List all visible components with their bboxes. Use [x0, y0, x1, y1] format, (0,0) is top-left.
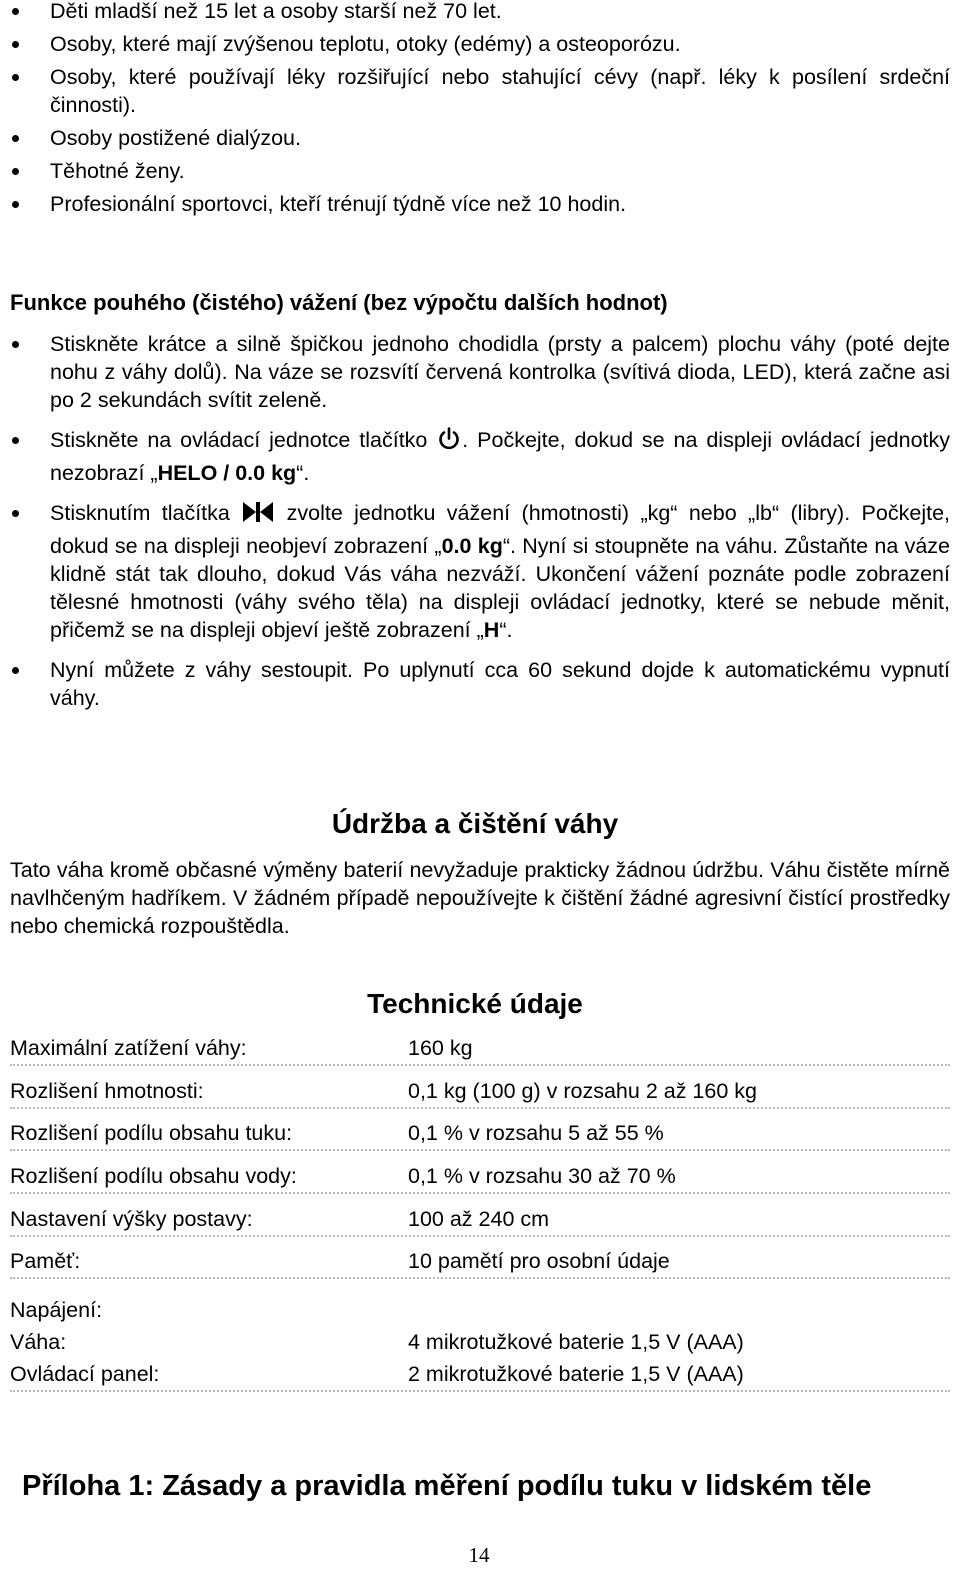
power-icon [436, 426, 462, 459]
spec-row [10, 1207, 950, 1237]
list-item: Profesionální sportovci, kteří trénují týdně více než 10 hodin. [0, 190, 950, 218]
spec-row [10, 1249, 950, 1279]
power-spec [10, 1294, 950, 1392]
spec-value: 4 mikrotužkové baterie 1,5 V (AAA) [408, 1330, 744, 1354]
spec-label: Ovládací panel: [10, 1362, 160, 1386]
step-text: Stiskněte na ovládací jednotce tlačítko [50, 428, 437, 452]
weighing-heading: Funkce pouhého (čistého) vážení (bez výpočtu dalších hodnot) [10, 290, 668, 315]
step-text: zvolte jednotku vážení (hmotnosti) „kg“ nebo „lb“ (libry). Počkejte, dokud se na displeji neobjeví zobrazení „ [50, 501, 950, 558]
list-item: Osoby, které mají zvýšenou teplotu, otoky (edémy) a osteoporózu. [0, 30, 950, 58]
spec-label: Paměť: [10, 1249, 81, 1273]
appendix-heading: Příloha 1: Zásady a pravidla měření podílu tuku v lidském těle [22, 1470, 872, 1502]
spec-value: 10 pamětí pro osobní údaje [408, 1249, 670, 1273]
tech-specs-title: Technické údaje [367, 988, 583, 1019]
power-label-row [10, 1294, 950, 1326]
spec-value: 0,1 % v rozsahu 5 až 55 % [408, 1121, 664, 1145]
spec-label: Váha: [10, 1330, 67, 1354]
display-value: H [483, 618, 500, 642]
list-item: Děti mladší než 15 let a osoby starší než 70 let. [0, 0, 950, 25]
spec-label: Napájení: [10, 1298, 103, 1322]
spec-label: Rozlišení hmotnosti: [10, 1079, 204, 1103]
page-number: 14 [468, 1543, 490, 1567]
spec-row [10, 1164, 950, 1194]
exclusion-list [0, 0, 950, 223]
power-scale-row [10, 1326, 950, 1358]
spec-label: Maximální zatížení váhy: [10, 1036, 247, 1060]
spec-value: 160 kg [408, 1036, 473, 1060]
maintenance-text: Tato váha kromě občasné výměny baterií nevyžaduje prakticky žádnou údržbu. Váhu čistěte mírně navlhčeným hadříkem. V žádném případě nepoužívejte k čištění žádné agresivní čistící prostředky nebo chemická rozpouštědla. [10, 858, 950, 938]
power-panel-row [10, 1358, 950, 1392]
spec-value: 2 mikrotužkové baterie 1,5 V (AAA) [408, 1362, 744, 1386]
spec-row [10, 1079, 950, 1109]
spec-label: Rozlišení podílu obsahu tuku: [10, 1121, 293, 1145]
spec-label: Rozlišení podílu obsahu vody: [10, 1164, 297, 1188]
step-text: “. [499, 618, 513, 642]
unit-toggle-icon [241, 499, 275, 532]
display-value: 0.0 kg [441, 534, 503, 558]
display-value: HELO / 0.0 kg [157, 461, 297, 485]
list-item: Stiskněte krátce a silně špičkou jednoho chodidla (prsty a palcem) plochu váhy (poté dejte nohu z váhy dolů). Na váze se rozsvítí červená kontrolka (svítivá dioda, LED), která začne asi po 2 sekundách svítit zeleně. [0, 330, 950, 414]
step-text: “. Nyní si stoupněte na váhu. Zůstaňte na váze klidně stát tak dlouho, dokud Vás váha nezváží. Ukončení vážení poznáte podle zobrazení tělesné hmotnosti (váhy svého těla) na displeji ovládací jednotky, které se nebude měnit, přičemž se na displeji objeví ještě zobrazení „ [50, 534, 951, 642]
list-item: Nyní můžete z váhy sestoupit. Po uplynutí cca 60 sekund dojde k automatickému vypnutí váhy. [0, 656, 950, 712]
step-text: “. [296, 461, 310, 485]
spec-value: 0,1 kg (100 g) v rozsahu 2 až 160 kg [408, 1079, 757, 1103]
list-item: Osoby, které používají léky rozšiřující nebo stahující cévy (např. léky k posílení srdeční činnosti). [0, 63, 950, 119]
list-item [0, 426, 950, 487]
spec-row [10, 1036, 950, 1066]
spec-label: Nastavení výšky postavy: [10, 1207, 253, 1231]
step-text: Stisknutím tlačítka [50, 501, 242, 525]
list-item [0, 499, 950, 644]
spec-value: 100 až 240 cm [408, 1207, 550, 1231]
spec-row [10, 1121, 950, 1151]
list-item: Osoby postižené dialýzou. [0, 124, 950, 152]
weighing-steps [0, 330, 950, 724]
spec-value: 0,1 % v rozsahu 30 až 70 % [408, 1164, 676, 1188]
maintenance-title: Údržba a čištění váhy [331, 808, 619, 839]
list-item: Těhotné ženy. [0, 157, 950, 185]
step-text: . Počkejte, dokud se na displeji ovládací jednotky nezobrazí „ [50, 428, 950, 485]
